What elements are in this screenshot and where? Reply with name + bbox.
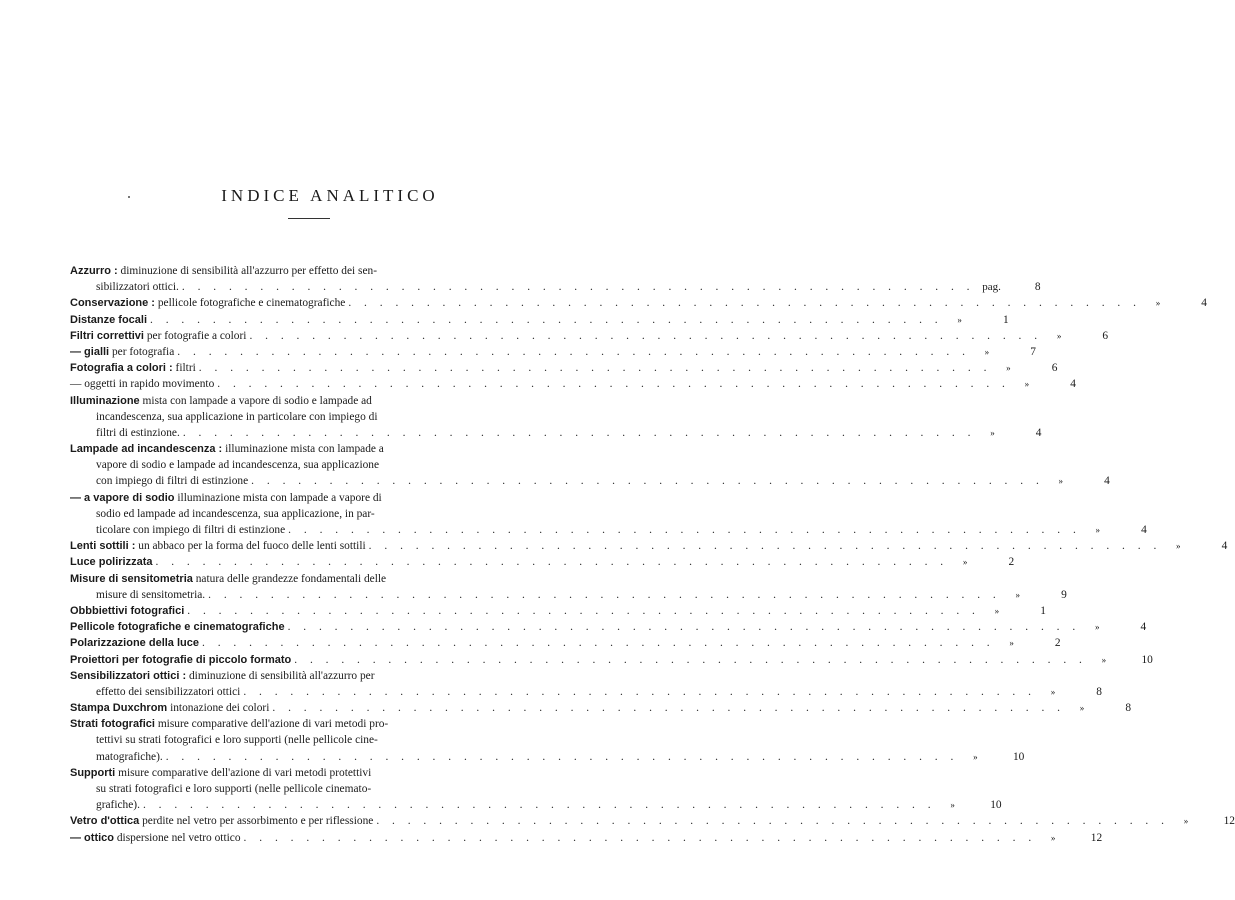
- index-entry-line: [70, 279, 1041, 295]
- index-entry-description: perdite nel vetro per assorbimento e per riflessione: [142, 815, 374, 828]
- index-entry-description: sodio ed lampade ad incandescenza, sua applicazione, in par-: [96, 507, 375, 520]
- index-entry-line: [70, 765, 520, 781]
- page-prefix: »: [1024, 379, 1030, 390]
- page-prefix: »: [1176, 541, 1181, 552]
- page-prefix: »: [1101, 654, 1107, 665]
- index-entry-description: intonazione dei colori: [170, 702, 270, 715]
- page-number: 10: [1012, 750, 1025, 763]
- index-entry-line: [70, 473, 1110, 489]
- index-entry-text: [70, 360, 196, 376]
- index-entry: [70, 716, 1025, 765]
- index-entry-heading: Lampade ad incandescenza :: [70, 443, 223, 456]
- index-entry-line: [70, 376, 1076, 392]
- index-entry-line: [70, 684, 1102, 700]
- page-number: 2: [1008, 556, 1015, 569]
- index-entry: [70, 490, 1147, 539]
- index-entry-description: filtri: [175, 362, 196, 375]
- page-prefix: »: [1015, 589, 1021, 600]
- index-entry-heading: — gialli: [70, 345, 110, 358]
- index-entry-text: [96, 587, 205, 603]
- dot-leader: . . . . . . . . . . . . . . . . . . . . . . . . . . . . . . . . . . . . . . . . . . . . . . . . . . .: [177, 345, 970, 358]
- index-entry-line: [70, 441, 520, 457]
- page-prefix: »: [1155, 298, 1161, 309]
- index-entry-text: [96, 279, 179, 295]
- page-reference: [1001, 587, 1067, 603]
- page-prefix: »: [1183, 816, 1189, 827]
- dot-leader: . . . . . . . . . . . . . . . . . . . . . . . . . . . . . . . . . . . . . . . . . . . . . . . . . . .: [368, 540, 1162, 553]
- page-number: 4: [1141, 524, 1147, 536]
- index-entry-line: [70, 393, 520, 409]
- index-entry-text: [70, 830, 241, 846]
- dot-leader: . . . . . . . . . . . . . . . . . . . . . . . . . . . . . . . . . . . . . . . . . . . . . . . . . . .: [182, 426, 976, 439]
- index-entry-description: effetto dei sensibilizzatori ottici: [96, 685, 241, 698]
- index-entry-line: [70, 830, 1103, 846]
- index-entry-text: [70, 635, 199, 651]
- page-reference: [958, 749, 1024, 765]
- dot-leader: . . . . . . . . . . . . . . . . . . . . . . . . . . . . . . . . . . . . . . . . . . . . . . . . . . .: [150, 313, 943, 326]
- index-entry-line: [70, 749, 1025, 765]
- page-number: 4: [1201, 297, 1207, 310]
- page-reference: [1010, 376, 1076, 392]
- page-number: 8: [1034, 281, 1041, 294]
- page-reference: [995, 635, 1061, 651]
- dot-leader: . . . . . . . . . . . . . . . . . . . . . . . . . . . . . . . . . . . . . . . . . . . . . . . . . . .: [376, 815, 1169, 828]
- index-entry-text: [70, 263, 520, 279]
- index-entry-text: [70, 393, 520, 409]
- index-entry-text: [70, 668, 520, 684]
- index-entry: [70, 441, 1110, 490]
- page-prefix: »: [1050, 686, 1056, 697]
- index-entry-line: [70, 732, 520, 748]
- dot-leader: . . . . . . . . . . . . . . . . . . . . . . . . . . . . . . . . . . . . . . . . . . . . . . . . . . .: [142, 799, 936, 812]
- dot-leader: . . . . . . . . . . . . . . . . . . . . . . . . . . . . . . . . . . . . . . . . . . . . . . . . . . .: [243, 831, 1037, 844]
- page-prefix: »: [1006, 363, 1011, 374]
- page-prefix: »: [994, 605, 1000, 616]
- index-entry-line: [70, 490, 520, 506]
- index-entry-line: [70, 344, 1036, 360]
- page-number: 1: [1002, 313, 1009, 326]
- index-entry-line: [70, 571, 520, 587]
- index-entry-line: [70, 716, 520, 732]
- index-entry-heading: Illuminazione: [70, 394, 140, 407]
- page-prefix: »: [1050, 832, 1056, 843]
- index-entry-text: [70, 571, 520, 587]
- index-entry-line: [70, 652, 1153, 668]
- index-entry-text: [96, 409, 520, 425]
- index-list: [70, 263, 1235, 846]
- index-entry: [70, 813, 1235, 829]
- index-entry: [70, 765, 1002, 814]
- index-entry: [70, 295, 1207, 311]
- index-entry-description: illuminazione mista con lampade a: [225, 443, 384, 456]
- index-entry-heading: Lenti sottili :: [70, 540, 136, 553]
- dot-leader: . . . . . . . . . . . . . . . . . . . . . . . . . . . . . . . . . . . . . . . . . . . . . . . . . . .: [181, 281, 975, 294]
- index-entry-text: [96, 425, 180, 441]
- index-entry: [70, 360, 1058, 376]
- index-entry-line: [70, 425, 1042, 441]
- index-entry-text: [96, 473, 248, 489]
- dot-leader: . . . . . . . . . . . . . . . . . . . . . . . . . . . . . . . . . . . . . . . . . . . . . . . . . . .: [287, 621, 1081, 634]
- title-rule: [288, 218, 330, 219]
- index-entry-heading: Sensibilizzatori ottici :: [70, 669, 187, 682]
- dot-leader: . . . . . . . . . . . . . . . . . . . . . . . . . . . . . . . . . . . . . . . . . . . . . . . . . . .: [243, 685, 1036, 698]
- index-entry-line: [70, 312, 1009, 328]
- page-number: 10: [1141, 653, 1153, 666]
- dot-leader: . . . . . . . . . . . . . . . . . . . . . . . . . . . . . . . . . . . . . . . . . . . . . . . . . . .: [198, 362, 992, 375]
- page-number: 12: [1090, 831, 1103, 844]
- index-entry-text: [96, 522, 285, 538]
- index-entry: [70, 393, 1042, 442]
- index-entry-description: pellicole fotografiche e cinematografiche: [157, 297, 346, 310]
- index-entry-description: filtri di estinzione.: [96, 426, 180, 439]
- page-number: 12: [1223, 815, 1235, 828]
- dot-leader: . . . . . . . . . . . . . . . . . . . . . . . . . . . . . . . . . . . . . . . . . . . . . . . . . . .: [348, 297, 1141, 310]
- page-reference: [948, 554, 1014, 570]
- index-entry: [70, 700, 1132, 716]
- page-reference: [1065, 700, 1131, 716]
- index-entry-text: [70, 490, 520, 506]
- dot-leader: . . . . . . . . . . . . . . . . . . . . . . . . . . . . . . . . . . . . . . . . . . . . . . . . . . .: [155, 556, 949, 569]
- page-number: 4: [1221, 540, 1228, 553]
- index-entry-line: [70, 506, 520, 522]
- index-entry: [70, 376, 1076, 392]
- index-entry-line: [70, 619, 1147, 635]
- index-entry-description: misure di sensitometria.: [96, 588, 206, 601]
- index-entry-line: [70, 360, 1058, 376]
- index-entry-line: [70, 587, 1067, 603]
- page-reference: [1161, 538, 1227, 554]
- index-entry-text: [70, 328, 246, 344]
- page-number: 6: [1051, 362, 1058, 375]
- index-entry-line: [70, 635, 1061, 651]
- dot-leader: . . . . . . . . . . . . . . . . . . . . . . . . . . . . . . . . . . . . . . . . . . . . . . . . . . .: [217, 378, 1010, 391]
- page-number: 10: [990, 799, 1002, 812]
- page-number: 9: [1061, 588, 1067, 601]
- index-entry-text: [96, 732, 520, 748]
- page-prefix: »: [957, 314, 962, 325]
- page-prefix: »: [1058, 476, 1064, 487]
- index-entry-line: [70, 668, 520, 684]
- index-entry-text: [96, 781, 520, 797]
- index-entry-heading: Stampa Duxchrom: [70, 702, 168, 715]
- page-number: 8: [1125, 702, 1132, 715]
- index-entry-description: mista con lampade a vapore di sodio e lampade ad: [142, 394, 372, 407]
- dot-leader: . . . . . . . . . . . . . . . . . . . . . . . . . . . . . . . . . . . . . . . . . . . . . . . . . . .: [288, 524, 1081, 536]
- page-reference: [991, 360, 1057, 376]
- index-entry-heading: Luce polirizzata: [70, 556, 153, 569]
- page-reference: [1141, 295, 1207, 311]
- index-entry-description: misure comparative dell'azione di vari metodi protettivi: [118, 766, 372, 779]
- index-entry-text: [70, 376, 214, 392]
- index-entry-line: [70, 328, 1109, 344]
- page-prefix: »: [1079, 703, 1085, 714]
- index-entry-heading: Obbbiettivi fotografici: [70, 604, 185, 617]
- index-entry-heading: Filtri correttivi: [70, 329, 144, 342]
- index-entry: [70, 635, 1061, 651]
- page-number: 1: [1040, 604, 1046, 617]
- index-entry-description: vapore di sodio e lampade ad incandescenza, sua applicazione: [96, 459, 380, 472]
- index-entry-description: diminuzione di sensibilità all'azzurro per effetto dei sen-: [120, 265, 377, 277]
- index-entry-description: matografiche).: [96, 750, 163, 763]
- index-entry-text: [70, 652, 291, 668]
- index-entry-line: [70, 457, 520, 473]
- page-reference: [1044, 473, 1110, 489]
- page-prefix: »: [962, 557, 968, 568]
- index-entry-line: [70, 295, 1207, 311]
- page-prefix: »: [1009, 638, 1014, 649]
- page-reference: [943, 312, 1009, 328]
- index-entry-description: grafiche).: [96, 799, 140, 812]
- page-number: 6: [1102, 329, 1109, 342]
- index-entry-text: [70, 603, 184, 619]
- index-entry-line: [70, 797, 1002, 813]
- index-entry-heading: Pellicole fotografiche e cinematografiche: [70, 621, 285, 634]
- index-entry-heading: — ottico: [70, 831, 114, 844]
- index-entry-description: per fotografia: [111, 345, 175, 358]
- index-entry: [70, 538, 1228, 554]
- index-entry-description: per fotografie a colori: [146, 329, 247, 342]
- dot-leader: . . . . . . . . . . . . . . . . . . . . . . . . . . . . . . . . . . . . . . . . . . . . . . . . . . .: [202, 637, 995, 650]
- page-reference: [1081, 522, 1147, 538]
- index-entry-text: [96, 797, 140, 813]
- index-entry-line: [70, 700, 1132, 716]
- index-entry-text: [70, 441, 520, 457]
- index-entry-text: [96, 506, 520, 522]
- index-entry-description: ticolare con impiego di filtri di estinzione: [96, 524, 286, 536]
- index-entry-heading: Conservazione :: [70, 297, 155, 310]
- index-entry-heading: Vetro d'ottica: [70, 815, 140, 828]
- page-prefix: »: [973, 751, 978, 762]
- index-entry-line: [70, 554, 1015, 570]
- index-entry-description: misure comparative dell'azione di vari metodi pro-: [157, 718, 389, 731]
- page-reference: [1036, 830, 1102, 846]
- page-number: 4: [1070, 378, 1076, 391]
- page-number: 4: [1035, 426, 1042, 439]
- index-entry-description: incandescenza, sua applicazione in particolare con impiego di: [96, 410, 378, 423]
- dot-leader: . . . . . . . . . . . . . . . . . . . . . . . . . . . . . . . . . . . . . . . . . . . . . . . . . . .: [187, 604, 980, 617]
- index-entry: [70, 328, 1109, 344]
- index-entry-text: [70, 538, 366, 554]
- page-prefix: »: [950, 800, 955, 811]
- index-entry-description: sibilizzatori ottici.: [96, 281, 179, 294]
- page-reference: [1087, 652, 1153, 668]
- page-prefix: »: [1056, 330, 1062, 341]
- index-entry-heading: Fotografia a colori :: [70, 362, 173, 375]
- index-entry: [70, 554, 1015, 570]
- index-entry: [70, 312, 1009, 328]
- index-entry: [70, 603, 1046, 619]
- index-entry: [70, 652, 1153, 668]
- dot-leader: . . . . . . . . . . . . . . . . . . . . . . . . . . . . . . . . . . . . . . . . . . . . . . . . . . .: [272, 702, 1066, 715]
- index-entry-heading: Misure di sensitometria: [70, 572, 193, 585]
- index-entry-line: [70, 522, 1147, 538]
- index-entry-line: [70, 538, 1228, 554]
- index-entry-line: [70, 813, 1235, 829]
- page-reference: [1169, 813, 1235, 829]
- page-reference: [936, 797, 1002, 813]
- page-reference: [975, 279, 1041, 295]
- page-reference: [975, 425, 1041, 441]
- page-number: 2: [1054, 637, 1061, 650]
- page-prefix: pag.: [982, 281, 1001, 294]
- page-prefix: »: [990, 427, 995, 438]
- index-entry-description: dispersione nel vetro ottico: [116, 831, 241, 844]
- index-entry-text: [70, 554, 153, 570]
- index-entry-text: [96, 749, 163, 765]
- page-prefix: »: [1095, 525, 1101, 535]
- index-entry: [70, 263, 1041, 295]
- index-entry-description: un abbaco per la forma del fuoco delle lenti sottili: [138, 540, 366, 553]
- index-entry-heading: Proiettori per fotografie di piccolo formato: [70, 653, 292, 666]
- index-entry-heading: Supporti: [70, 766, 116, 779]
- index-entry-description: tettivi su strati fotografici e loro supporti (nelle pellicole cine-: [96, 734, 378, 747]
- index-entry-line: [70, 263, 520, 279]
- page-reference: [970, 344, 1036, 360]
- index-entry-heading: Strati fotografici: [70, 718, 155, 731]
- index-entry-text: [70, 765, 520, 781]
- page-title: INDICE ANALITICO: [221, 186, 439, 205]
- index-entry-text: [70, 344, 174, 360]
- index-entry-text: [70, 295, 345, 311]
- index-entry-heading: Polarizzazione della luce: [70, 637, 199, 650]
- index-entry-description: su strati fotografici e loro supporti (nelle pellicole cinemato-: [96, 783, 372, 795]
- index-entry: [70, 619, 1147, 635]
- index-entry-heading: — a vapore di sodio: [70, 491, 175, 504]
- index-entry-text: [96, 684, 240, 700]
- page-reference: [980, 603, 1046, 619]
- page-number: 8: [1096, 685, 1102, 698]
- index-entry-description: — oggetti in rapido movimento: [70, 378, 215, 391]
- dot-leader: . . . . . . . . . . . . . . . . . . . . . . . . . . . . . . . . . . . . . . . . . . . . . . . . . . .: [294, 653, 1087, 666]
- index-entry: [70, 571, 1067, 603]
- page-reference: [1080, 619, 1146, 635]
- index-entry-description: illuminazione mista con lampade a vapore di: [177, 491, 382, 504]
- page-prefix: »: [984, 346, 990, 357]
- dot-leader: . . . . . . . . . . . . . . . . . . . . . . . . . . . . . . . . . . . . . . . . . . . . . . . . . . .: [249, 329, 1043, 342]
- index-entry-description: diminuzione di sensibilità all'azzurro per: [188, 669, 375, 682]
- page-prefix: »: [1094, 622, 1100, 633]
- index-entry: [70, 830, 1103, 846]
- index-entry-text: [70, 813, 373, 829]
- page-number: 4: [1140, 621, 1147, 634]
- page-number: 7: [1030, 345, 1036, 358]
- index-entry-heading: Distanze focali: [70, 313, 148, 326]
- index-entry-text: [70, 716, 520, 732]
- index-entry-description: con impiego di filtri di estinzione: [96, 475, 249, 488]
- index-entry: [70, 344, 1036, 360]
- index-entry-text: [70, 619, 285, 635]
- index-entry-line: [70, 409, 520, 425]
- index-entry-text: [96, 457, 520, 473]
- index-entry-line: [70, 603, 1046, 619]
- index-entry-description: natura delle grandezze fondamentali delle: [195, 572, 387, 585]
- dot-leader: . . . . . . . . . . . . . . . . . . . . . . . . . . . . . . . . . . . . . . . . . . . . . . . . . . .: [251, 475, 1044, 488]
- index-entry-heading: Azzurro :: [70, 265, 118, 277]
- index-entry: [70, 668, 1102, 700]
- page-reference: [1036, 684, 1102, 700]
- index-entry-text: [70, 312, 147, 328]
- index-entry-text: [70, 700, 269, 716]
- index-entry-line: [70, 781, 520, 797]
- dot-leader: . . . . . . . . . . . . . . . . . . . . . . . . . . . . . . . . . . . . . . . . . . . . . . . . . . .: [208, 588, 1001, 601]
- dot-leader: . . . . . . . . . . . . . . . . . . . . . . . . . . . . . . . . . . . . . . . . . . . . . . . . . . .: [165, 750, 959, 763]
- page-number: 4: [1104, 475, 1110, 488]
- page-reference: [1042, 328, 1108, 344]
